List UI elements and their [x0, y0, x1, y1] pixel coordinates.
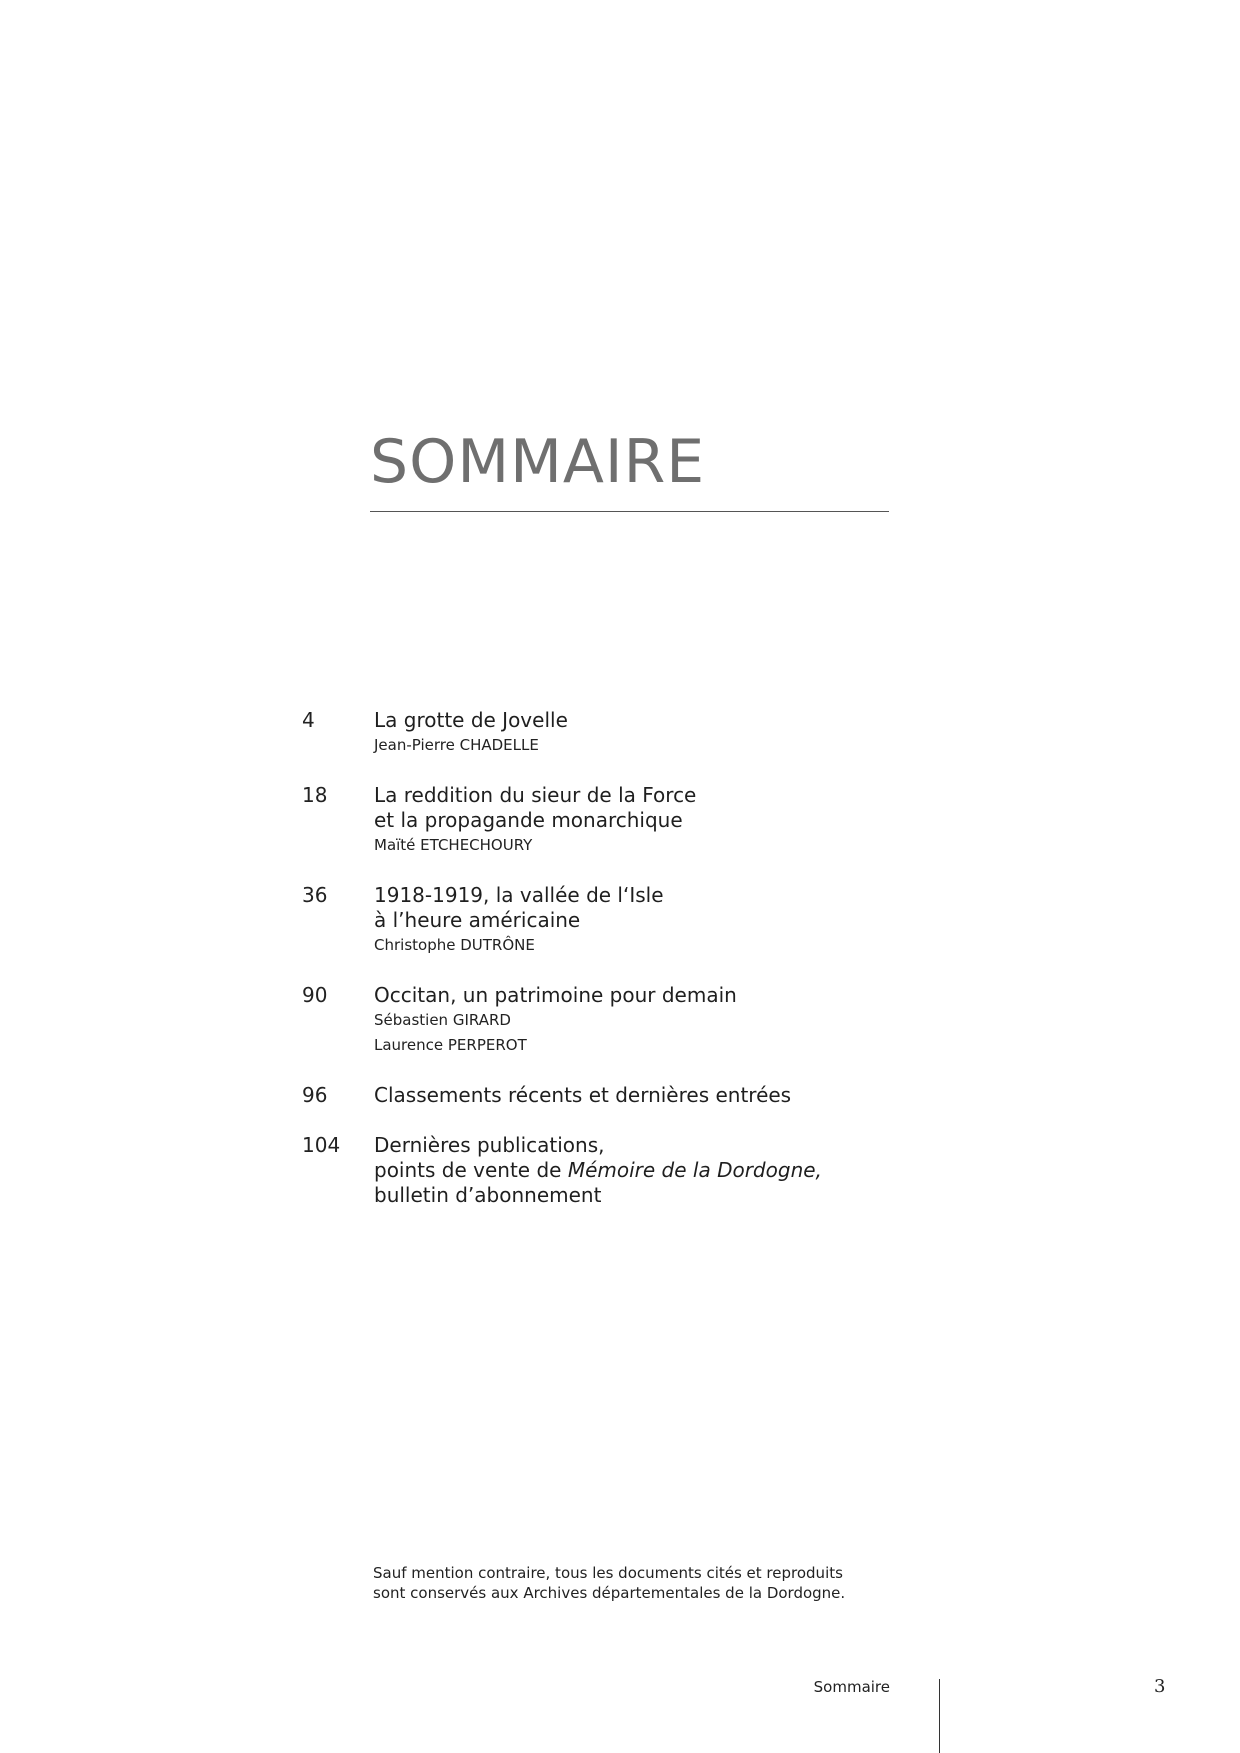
toc-title-text: points de vente de — [374, 1158, 568, 1182]
toc-page-number: 4 — [302, 708, 315, 732]
toc-title-continued: bulletin d’abonnement — [374, 1183, 602, 1207]
toc-title: Classements récents et dernières entrées — [374, 1083, 792, 1107]
toc-entry[interactable] — [302, 983, 737, 1058]
toc-page-number: 90 — [302, 983, 328, 1007]
toc-entry[interactable] — [302, 883, 664, 958]
toc-entry[interactable] — [302, 1133, 822, 1208]
toc-page-number: 104 — [302, 1133, 341, 1157]
footer-page-number: 3 — [1154, 1676, 1166, 1697]
toc-page-number: 18 — [302, 783, 328, 807]
toc-title-continued: et la propagande monarchique — [374, 808, 683, 832]
toc-entry[interactable] — [302, 708, 568, 758]
toc-author: Maïté ETCHECHOURY — [374, 836, 533, 854]
toc-title-italic: Mémoire de la Dordogne, — [567, 1158, 822, 1182]
toc-title: Dernières publications, — [374, 1133, 605, 1157]
toc-page-number: 96 — [302, 1083, 328, 1107]
toc-author: Jean-Pierre CHADELLE — [374, 736, 539, 754]
toc-title: La grotte de Jovelle — [374, 708, 568, 732]
toc-title: La reddition du sieur de la Force — [374, 783, 697, 807]
toc-author: Laurence PERPEROT — [374, 1036, 527, 1054]
toc-page-number: 36 — [302, 883, 328, 907]
footer-section-label: Sommaire — [813, 1678, 890, 1696]
page-title: SOMMAIRE — [370, 427, 706, 497]
toc-title: 1918-1919, la vallée de l‘Isle — [374, 883, 664, 907]
footer-divider — [939, 1679, 940, 1753]
toc-title-continued — [374, 1158, 822, 1183]
archive-note-line: Sauf mention contraire, tous les documents cités et reproduits — [373, 1564, 843, 1582]
toc-entry[interactable] — [302, 1083, 791, 1108]
title-divider — [370, 511, 889, 512]
archive-note — [373, 1563, 845, 1603]
toc-entry[interactable] — [302, 783, 696, 858]
toc-title: Occitan, un patrimoine pour demain — [374, 983, 737, 1007]
toc-author: Christophe DUTRÔNE — [374, 936, 535, 954]
toc-author: Sébastien GIRARD — [374, 1011, 511, 1029]
toc-title-continued: à l’heure américaine — [374, 908, 581, 932]
archive-note-line: sont conservés aux Archives départementales de la Dordogne. — [373, 1584, 846, 1602]
